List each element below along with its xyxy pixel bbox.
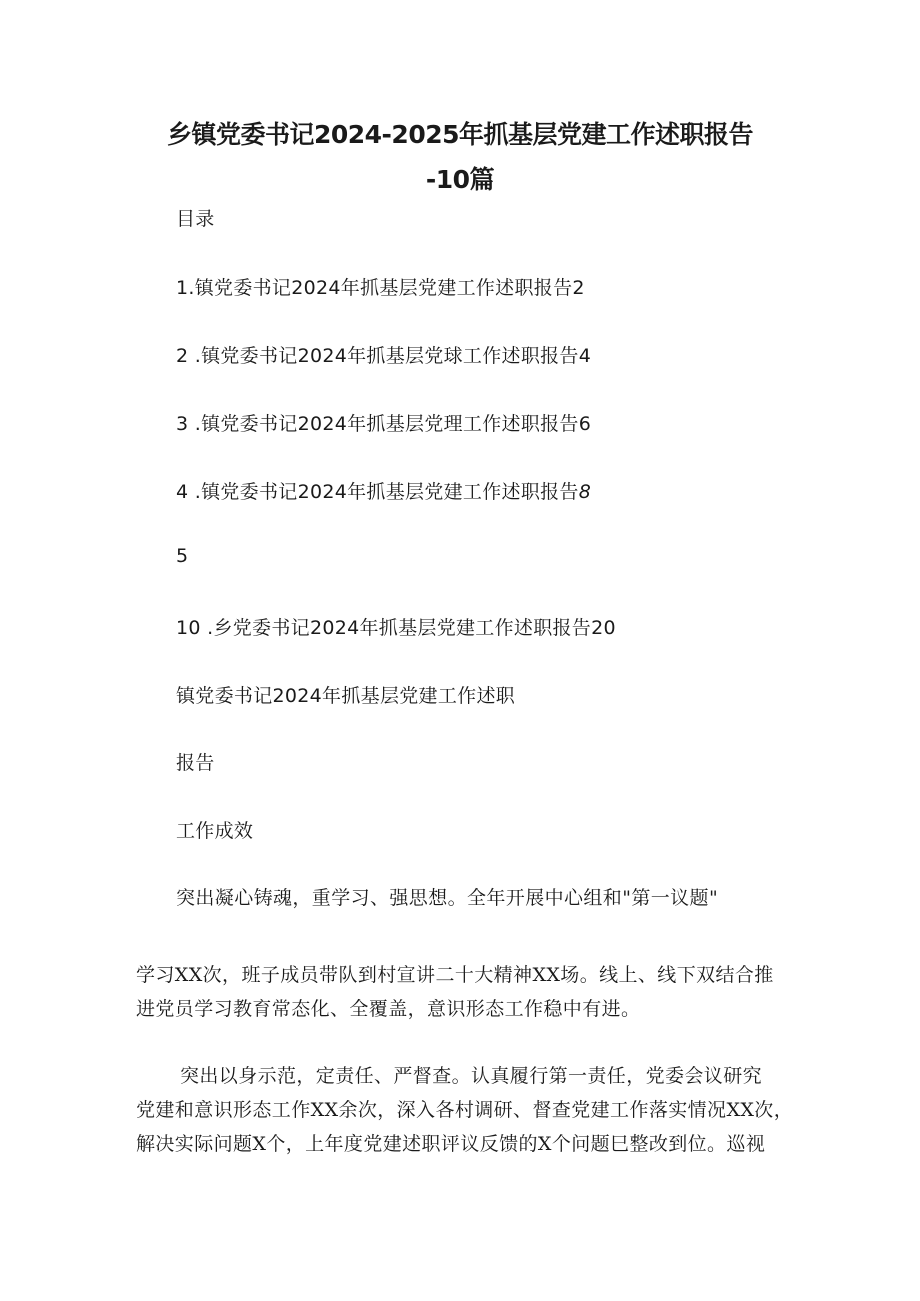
paragraph-line: 进党员学习教育常态化、全覆盖，意识形态工作稳中有进。 [136,998,641,1020]
toc-item[interactable] [176,613,616,640]
toc-item[interactable] [176,545,188,567]
toc-item-text: 4 .镇党委书记2024年抓基层党建工作述职报告 [176,481,579,503]
toc-item-text: 1.镇党委书记2024年抓基层党建工作述职报告 [176,277,573,299]
toc-item[interactable] [176,477,591,504]
toc-heading: 目录 [176,208,215,230]
subheading: 工作成效 [176,820,254,842]
toc-item[interactable] [176,341,591,368]
toc-item-text: 5 [176,545,189,567]
paragraph-line: 学习XX次，班子成员带队到村宣讲二十大精神XX场。线上、线下双结合推 [136,964,774,986]
paragraph-line: 党建和意识形态工作XX余次，深入各村调研、督查党建工作落实情况XX次， [136,1099,794,1121]
toc-item-text: 2 .镇党委书记2024年抓基层党球工作述职报告 [176,345,579,367]
paragraph-line: 突出凝心铸魂，重学习、强思想。全年开展中心组和"第一议题" [176,887,719,909]
document-title-line1: 乡镇党委书记2024-2025年抓基层党建工作述职报告 [166,120,754,149]
paragraph-line: 突出以身示范，定责任、严督查。认真履行第一责任，党委会议研究 [180,1065,763,1087]
toc-item-text: 3 .镇党委书记2024年抓基层党理工作述职报告 [176,413,579,435]
paragraph-line: 解决实际问题X个，上年度党建述职评议反馈的X个问题巳整改到位。巡视 [136,1133,766,1155]
toc-item[interactable] [176,273,585,300]
toc-item-page: 8 [578,481,592,503]
document-title-line2: -10篇 [425,165,495,194]
toc-item[interactable] [176,409,591,436]
toc-item-page: 20 [591,617,616,639]
toc-item-page: 4 [578,345,592,367]
toc-item-page: 2 [572,277,585,299]
section-title-line2: 报告 [176,752,215,774]
toc-item-page: 6 [578,413,592,435]
section-title-line1: 镇党委书记2024年抓基层党建工作述职 [176,685,516,707]
toc-item-text: 10 .乡党委书记2024年抓基层党建工作述职报告 [176,617,592,639]
